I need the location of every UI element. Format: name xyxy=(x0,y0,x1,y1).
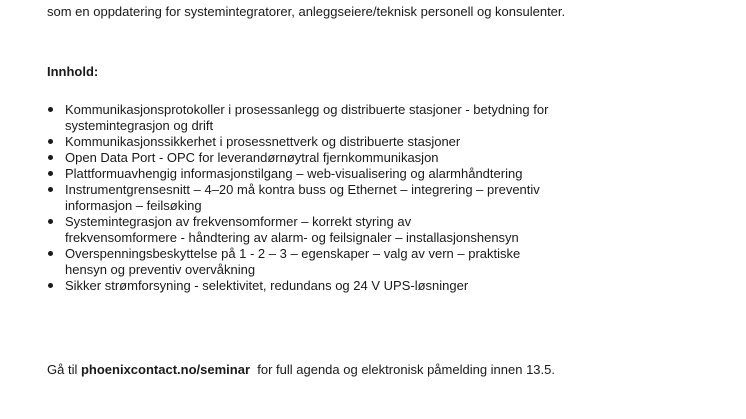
list-item-line: Instrumentgrensesnitt – 4–20 må kontra buss og Ethernet – integrering – preventiv xyxy=(65,182,540,197)
list-item-line: informasjon – feilsøking xyxy=(65,198,202,213)
bullet-icon xyxy=(48,107,53,112)
intro-text: som en oppdatering for systemintegratorer, anleggseiere/teknisk personell og konsulenter. xyxy=(47,4,566,19)
bullet-icon xyxy=(48,139,53,144)
list-item xyxy=(47,134,687,150)
contents-list xyxy=(47,102,687,294)
contents-heading: Innhold: xyxy=(47,64,99,79)
list-item-line: hensyn og preventiv overvåkning xyxy=(65,262,256,277)
bullet-icon xyxy=(48,283,53,288)
bullet-icon xyxy=(48,155,53,160)
list-item-line: Kommunikasjonssikkerhet i prosessnettverk og distribuerte stasjoner xyxy=(65,134,461,149)
list-item-line: Plattformuavhengig informasjonstilgang – web-visualisering og alarmhåndtering xyxy=(65,166,523,181)
list-item-line: Kommunikasjonsprotokoller i prosessanlegg og distribuerte stasjoner - betydning for xyxy=(65,102,549,117)
closing-text xyxy=(47,362,555,378)
bullet-icon xyxy=(48,171,53,176)
closing-suffix: for full agenda og elektronisk påmelding innen 13.5. xyxy=(250,362,555,377)
list-item-line: Overspenningsbeskyttelse på 1 - 2 – 3 – egenskaper – valg av vern – praktiske xyxy=(65,246,521,261)
list-item-line: Systemintegrasjon av frekvensomformer – korrekt styring av xyxy=(65,214,412,229)
list-item-line: frekvensomformere - håndtering av alarm- og feilsignaler – installasjonshensyn xyxy=(65,230,519,245)
list-item xyxy=(47,102,687,134)
bullet-icon xyxy=(48,219,53,224)
list-item xyxy=(47,214,687,246)
seminar-link[interactable]: phoenixcontact.no/seminar xyxy=(80,362,251,377)
list-item-line: Open Data Port - OPC for leverandørnøytral fjernkommunikasjon xyxy=(65,150,439,165)
bullet-icon xyxy=(48,187,53,192)
list-item xyxy=(47,150,687,166)
bullet-icon xyxy=(48,251,53,256)
list-item xyxy=(47,278,687,294)
list-item xyxy=(47,246,687,278)
list-item-line: Sikker strømforsyning - selektivitet, redundans og 24 V UPS-løsninger xyxy=(65,278,469,293)
closing-prefix: Gå til xyxy=(47,362,81,377)
list-item xyxy=(47,166,687,182)
list-item xyxy=(47,182,687,214)
list-item-line: systemintegrasjon og drift xyxy=(65,118,214,133)
